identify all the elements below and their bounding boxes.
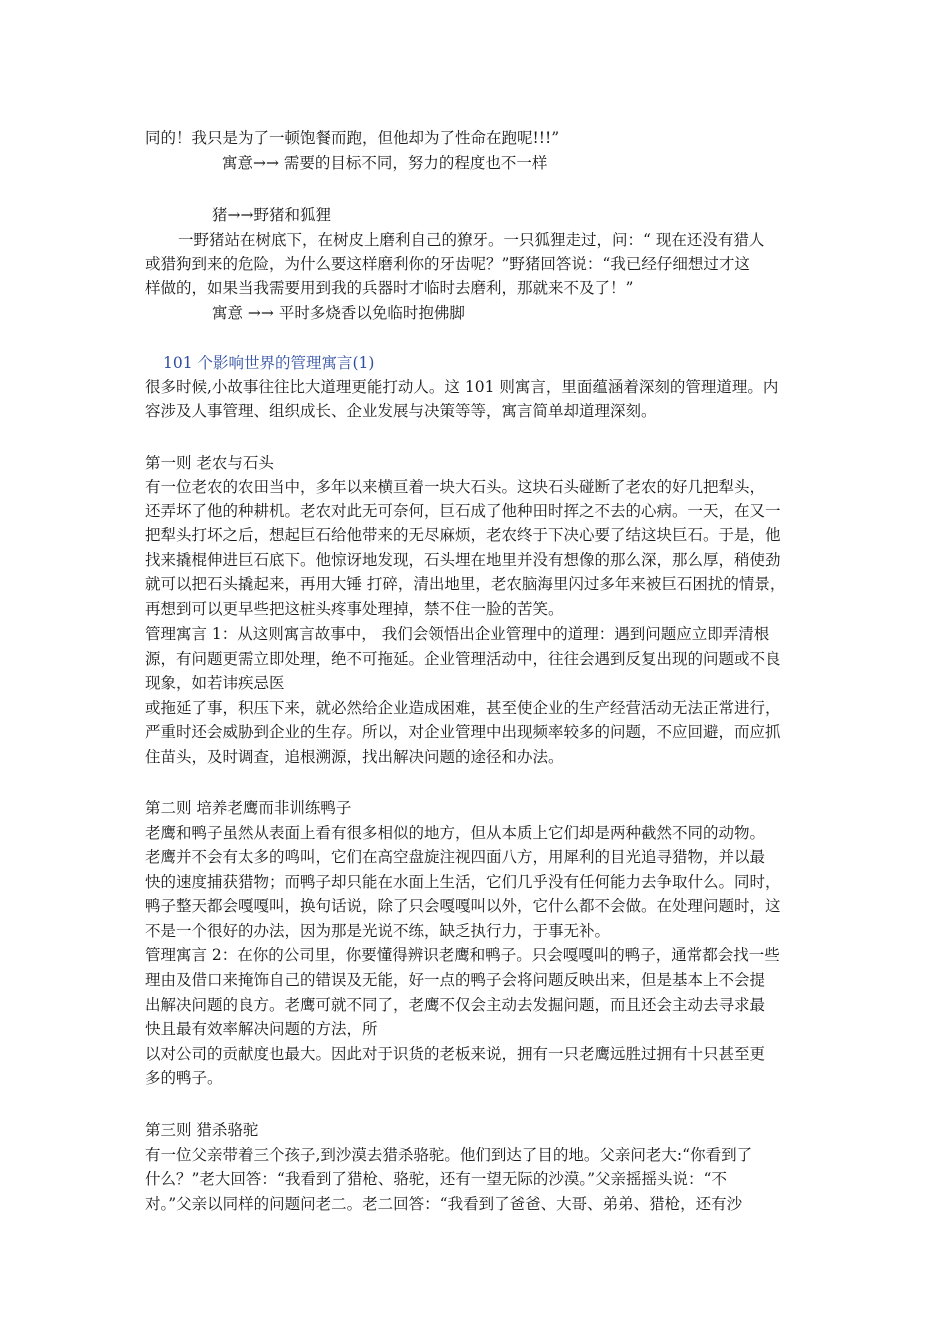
fable2-line: 理由及借口来掩饰自己的错误及无能，好一点的鸭子会将问题反映出来，但是基本上不会提 <box>145 971 766 989</box>
fable1-line: 再想到可以更早些把这桩头疼事处理掉，禁不住一脸的苦笑。 <box>145 600 564 618</box>
fable1-line: 现象，如若讳疾忌医 <box>145 674 285 692</box>
fable1-line: 就可以把石头撬起来，再用大锤 打碎，清出地里，老农脑海里闪过多年来被巨石困扰的情景， <box>145 575 786 593</box>
fable1-line: 住苗头，及时调查，追根溯源，找出解决问题的途径和办法。 <box>145 748 564 766</box>
fable1-line: 把犁头打坏之后，想起巨石给他带来的无尽麻烦，老农终于下决心要了结这块巨石。于是，他 <box>145 526 781 544</box>
fable3-line: 什么？”老大回答：“我看到了猎枪、骆驼，还有一望无际的沙漠。”父亲摇摇头说：“不 <box>145 1170 727 1188</box>
fable1-line: 有一位老农的农田当中，多年以来横亘着一块大石头。这块石头碰断了老农的好几把犁头， <box>145 478 766 496</box>
fable3-title: 第三则 猎杀骆驼 <box>145 1121 259 1139</box>
story-moral: 寓意→→ 需要的目标不同，努力的程度也不一样 <box>222 154 548 172</box>
fable3-line: 有一位父亲带着三个孩子,到沙漠去猎杀骆驼。他们到达了目的地。父亲问老大:“你看到了 <box>145 1146 753 1164</box>
fable1-title: 第一则 老农与石头 <box>145 454 274 472</box>
fable1-line: 源，有问题更需立即处理，绝不可拖延。企业管理活动中，往往会遇到反复出现的问题或不良 <box>145 650 781 668</box>
fable1-line: 还弄坏了他的种耕机。老农对此无可奈何，巨石成了他种田时挥之不去的心病。一天，在又一 <box>145 502 781 520</box>
fable3-line: 对。”父亲以同样的问题问老二。老二回答：“我看到了爸爸、大哥、弟弟、猎枪，还有沙 <box>145 1195 743 1213</box>
intro-line: 很多时候,小故事往往比大道理更能打动人。这 101 则寓言，里面蕴涵着深刻的管理道理。内 <box>145 378 779 396</box>
fable1-line: 管理寓言 1：从这则寓言故事中， 我们会领悟出企业管理中的道理：遇到问题应立即弄清根 <box>145 625 770 643</box>
fable1-line: 或拖延了事，积压下来，就必然给企业造成困难，甚至使企业的生产经营活动无法正常进行， <box>145 699 781 717</box>
fable2-line: 快的速度捕获猎物；而鸭子却只能在水面上生活，它们几乎没有任何能力去争取什么。同时， <box>145 873 781 891</box>
section-heading: 101 个影响世界的管理寓言(1) <box>163 354 375 372</box>
fable2-title: 第二则 培养老鹰而非训练鸭子 <box>145 799 352 817</box>
fable2-line: 管理寓言 2：在你的公司里，你要懂得辨识老鹰和鸭子。只会嘎嘎叫的鸭子，通常都会找一些 <box>145 946 780 964</box>
fable2-line: 多的鸭子。 <box>145 1069 223 1087</box>
fable2-line: 不是一个很好的办法，因为那是光说不练，缺乏执行力，于事无补。 <box>145 922 611 940</box>
pig-fox-line: 样做的，如果当我需要用到我的兵器时才临时去磨利，那就来不及了！” <box>145 279 634 297</box>
fable2-line: 鸭子整天都会嘎嘎叫，换句话说，除了只会嘎嘎叫以外，它什么都不会做。在处理问题时，这 <box>145 897 781 915</box>
intro-line: 容涉及人事管理、组织成长、企业发展与决策等等，寓言简单却道理深刻。 <box>145 402 657 420</box>
story-end-line: 同的！我只是为了一顿饱餐而跑，但他却为了性命在跑呢!!!” <box>145 129 560 147</box>
fable2-line: 老鹰和鸭子虽然从表面上看有很多相似的地方，但从本质上它们却是两种截然不同的动物。 <box>145 824 766 842</box>
fable2-line: 快且最有效率解决问题的方法，所 <box>145 1020 378 1038</box>
fable1-line: 严重时还会威胁到企业的生存。所以，对企业管理中出现频率较多的问题，不应回避，而应抓 <box>145 723 781 741</box>
pig-fox-line: 或猎狗到来的危险，为什么要这样磨利你的牙齿呢？”野猪回答说：“我已经仔细想过才这 <box>145 255 750 273</box>
pig-fox-moral: 寓意 →→ 平时多烧香以免临时抱佛脚 <box>212 304 465 322</box>
fable2-line: 以对公司的贡献度也最大。因此对于识货的老板来说，拥有一只老鹰远胜过拥有十只甚至更 <box>145 1045 766 1063</box>
fable2-line: 出解决问题的良方。老鹰可就不同了，老鹰不仅会主动去发掘问题，而且还会主动去寻求最 <box>145 996 766 1014</box>
fable2-line: 老鹰并不会有太多的鸣叫，它们在高空盘旋注视四面八方，用犀利的目光追寻猎物，并以最 <box>145 848 766 866</box>
pig-fox-title: 猪→→野猪和狐狸 <box>212 206 331 224</box>
fable1-line: 找来撬棍伸进巨石底下。他惊讶地发现，石头埋在地里并没有想像的那么深，那么厚，稍使劲 <box>145 551 781 569</box>
pig-fox-line: 一野猪站在树底下，在树皮上磨利自己的獠牙。一只狐狸走过，问：“ 现在还没有猎人 <box>178 231 765 249</box>
